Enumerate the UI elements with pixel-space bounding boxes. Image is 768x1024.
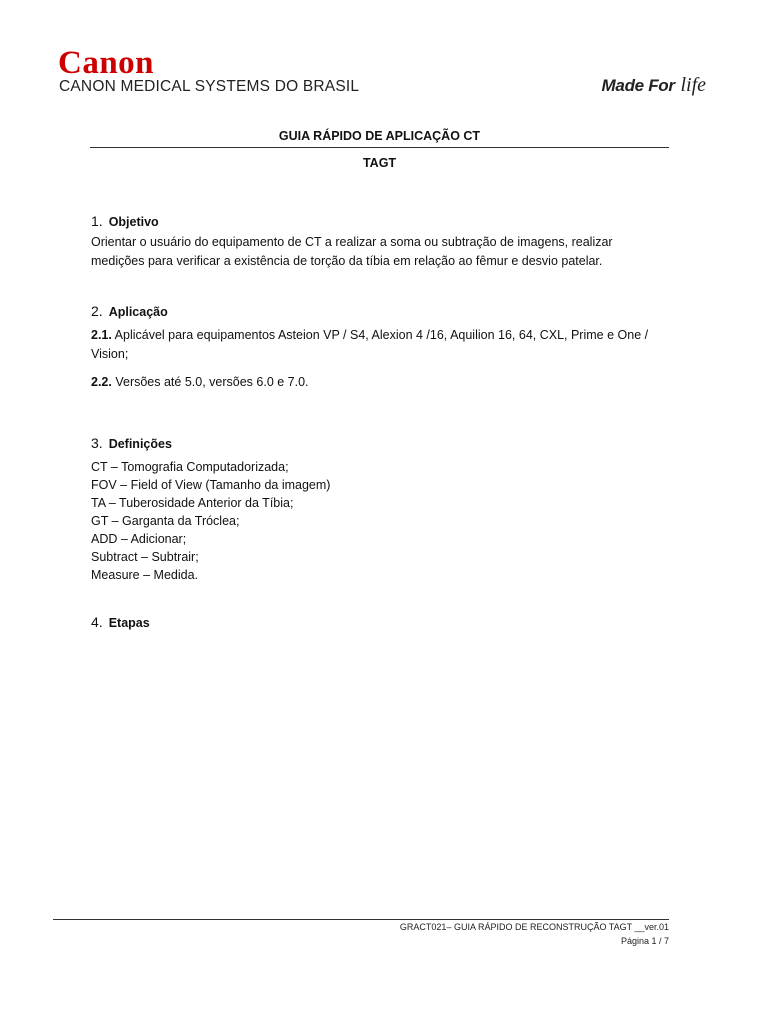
footer-document-code: GRACT021– GUIA RÁPIDO DE RECONSTRUÇÃO TAGT __ver.01 <box>399 922 669 932</box>
definition-item: ADD – Adicionar; <box>91 532 187 546</box>
section-heading-objetivo <box>91 214 159 229</box>
section-heading-definicoes <box>91 436 172 451</box>
section-number: 3. <box>91 435 103 451</box>
section-title: Objetivo <box>108 215 159 229</box>
item-label: 2.1. <box>91 328 112 342</box>
definition-item: Measure – Medida. <box>91 568 199 582</box>
canon-logo: Canon <box>58 45 155 81</box>
definition-item: TA – Tuberosidade Anterior da Tíbia; <box>91 496 294 510</box>
item-text: Aplicável para equipamentos Asteion VP / S4, Alexion 4 /16, Aquilion 16, 64, CXL, Prime e One / Vision; <box>91 328 649 361</box>
definition-item: GT – Garganta da Tróclea; <box>91 514 240 528</box>
made-for-life-logo <box>602 75 706 95</box>
tagline-life: life <box>680 74 706 96</box>
section-title: Aplicação <box>108 305 168 319</box>
section-number: 2. <box>91 303 103 319</box>
company-name: CANON MEDICAL SYSTEMS DO BRASIL <box>59 78 360 95</box>
title-divider <box>90 147 669 148</box>
item-label: 2.2. <box>91 375 112 389</box>
definition-item: FOV – Field of View (Tamanho da imagem) <box>91 478 331 492</box>
document-title: GUIA RÁPIDO DE APLICAÇÃO CT <box>278 129 481 143</box>
section-number: 4. <box>91 614 103 630</box>
definitions-list <box>91 458 330 584</box>
definition-item: Subtract – Subtrair; <box>91 550 199 564</box>
footer-page-number: Página 1 / 7 <box>620 936 669 946</box>
definition-item: CT – Tomografia Computadorizada; <box>91 460 289 474</box>
aplicacao-item-2-2 <box>91 373 669 392</box>
document-subtitle: TAGT <box>362 156 397 170</box>
aplicacao-item-2-1 <box>91 326 669 364</box>
section-title: Etapas <box>108 616 150 630</box>
objetivo-paragraph: Orientar o usuário do equipamento de CT a realizar a soma ou subtração de imagens, realizar medições para verificar a existência de torção da tíbia em relação ao fêmur e desvio patelar. <box>91 235 613 268</box>
section-title: Definições <box>108 437 172 451</box>
section-heading-etapas <box>91 615 150 630</box>
tagline-made-for: Made For <box>601 76 675 95</box>
section-heading-aplicacao <box>91 304 168 319</box>
footer-divider <box>53 919 669 920</box>
section-number: 1. <box>91 213 103 229</box>
item-text: Versões até 5.0, versões 6.0 e 7.0. <box>115 375 309 389</box>
